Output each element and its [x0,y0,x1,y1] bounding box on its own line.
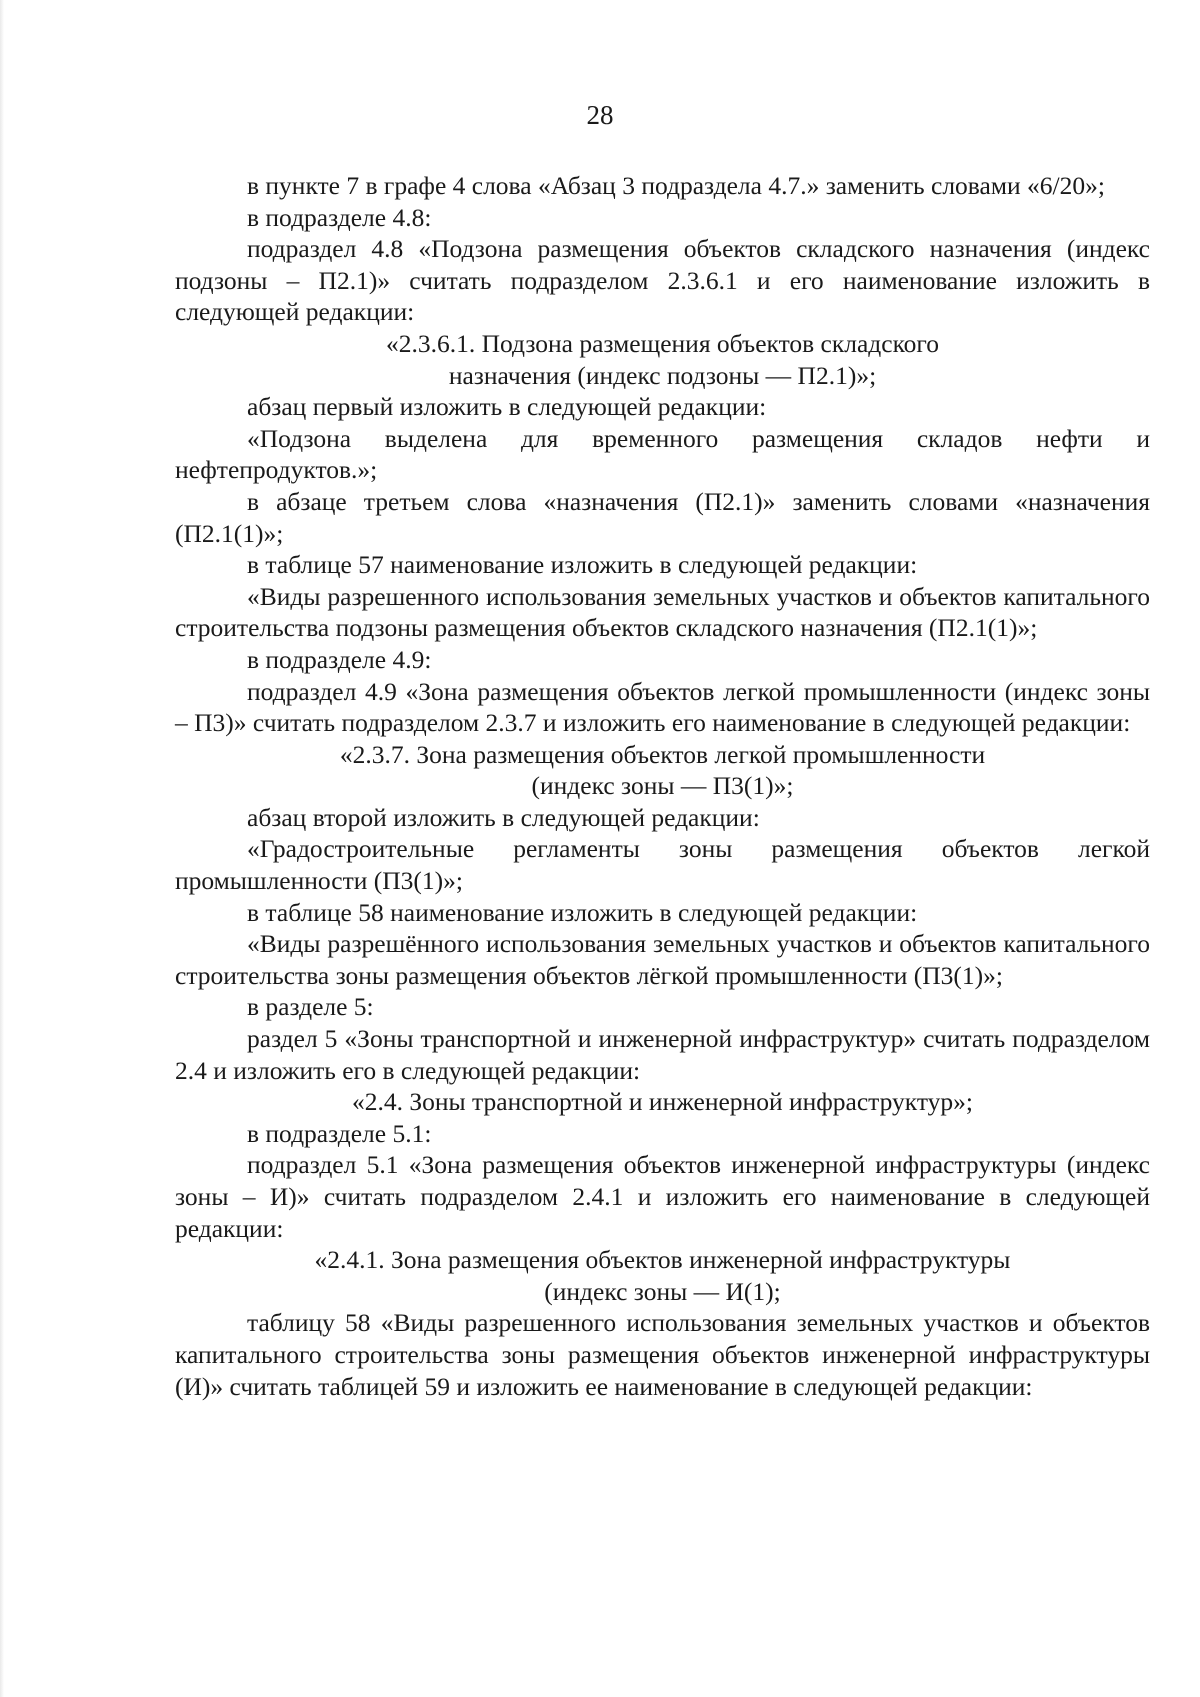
scan-edge [0,0,4,1697]
paragraph: в подразделе 4.8: [247,202,432,232]
document-body [175,170,1150,1402]
centered-heading-line: «2.4. Зоны транспортной и инженерной инфраструктур»; [352,1087,973,1117]
paragraph: в абзаце третьем слова «назначения (П2.1)» заменить словами «назначения (П2.1(1)»; [175,486,1150,548]
centered-heading-line: «2.3.6.1. Подзона размещения объектов складского [385,328,940,358]
paragraph: абзац первый изложить в следующей редакции: [247,392,767,422]
centered-heading-line: (индекс зоны — П3(1)»; [531,771,794,801]
paragraph: «Градостроительные регламенты зоны размещения объектов легкой промышленности (П3(1)»; [175,834,1150,896]
paragraph: подраздел 5.1 «Зона размещения объектов инженерной инфраструктуры (индекс зоны – И)» считать подразделом 2.4.1 и изложить его наименование в следующей редакции: [175,1150,1150,1243]
paragraph: «Подзона выделена для временного размещения складов нефти и нефтепродуктов.»; [175,423,1150,485]
paragraph: в таблице 57 наименование изложить в следующей редакции: [247,550,918,580]
paragraph: подраздел 4.9 «Зона размещения объектов легкой промышленности (индекс зоны – П3)» считать подразделом 2.3.7 и изложить его наименование в следующей редакции: [175,676,1150,738]
paragraph: абзац второй изложить в следующей редакции: [247,802,760,832]
paragraph: «Виды разрешенного использования земельных участков и объектов капитального строительства подзоны размещения объектов складского назначения (П2.1(1)»; [175,581,1150,643]
paragraph: в пункте 7 в графе 4 слова «Абзац 3 подраздела 4.7.» заменить словами «6/20»; [247,171,1105,200]
paragraph: в подразделе 4.9: [247,644,432,674]
paragraph: в разделе 5: [247,992,374,1022]
centered-heading-line: «2.4.1. Зона размещения объектов инженерной инфраструктуры [314,1245,1011,1275]
paragraph: в подразделе 5.1: [247,1118,432,1148]
paragraph: раздел 5 «Зоны транспортной и инженерной инфраструктур» считать подразделом 2.4 и изложить его в следующей редакции: [175,1024,1150,1085]
paragraph: в таблице 58 наименование изложить в следующей редакции: [247,897,918,927]
page-number: 28 [586,100,614,130]
paragraph: таблицу 58 «Виды разрешенного использования земельных участков и объектов капитального строительства зоны размещения объектов инженерной инфраструктуры (И)» считать таблицей 59 и изложить ее наименование в следующей редакции: [175,1308,1150,1401]
centered-heading-line: «2.3.7. Зона размещения объектов легкой промышленности [339,739,986,769]
centered-heading-line: назначения (индекс подзоны — П2.1)»; [448,360,877,390]
paragraph: подраздел 4.8 «Подзона размещения объектов складского назначения (индекс подзоны – П2.1)» считать подразделом 2.3.6.1 и его наименование изложить в следующей редакции: [175,234,1150,327]
paragraph: «Виды разрешённого использования земельных участков и объектов капитального строительства зоны размещения объектов лёгкой промышленности (П3(1)»; [175,929,1150,990]
centered-heading-line: (индекс зоны — И(1); [544,1276,781,1306]
